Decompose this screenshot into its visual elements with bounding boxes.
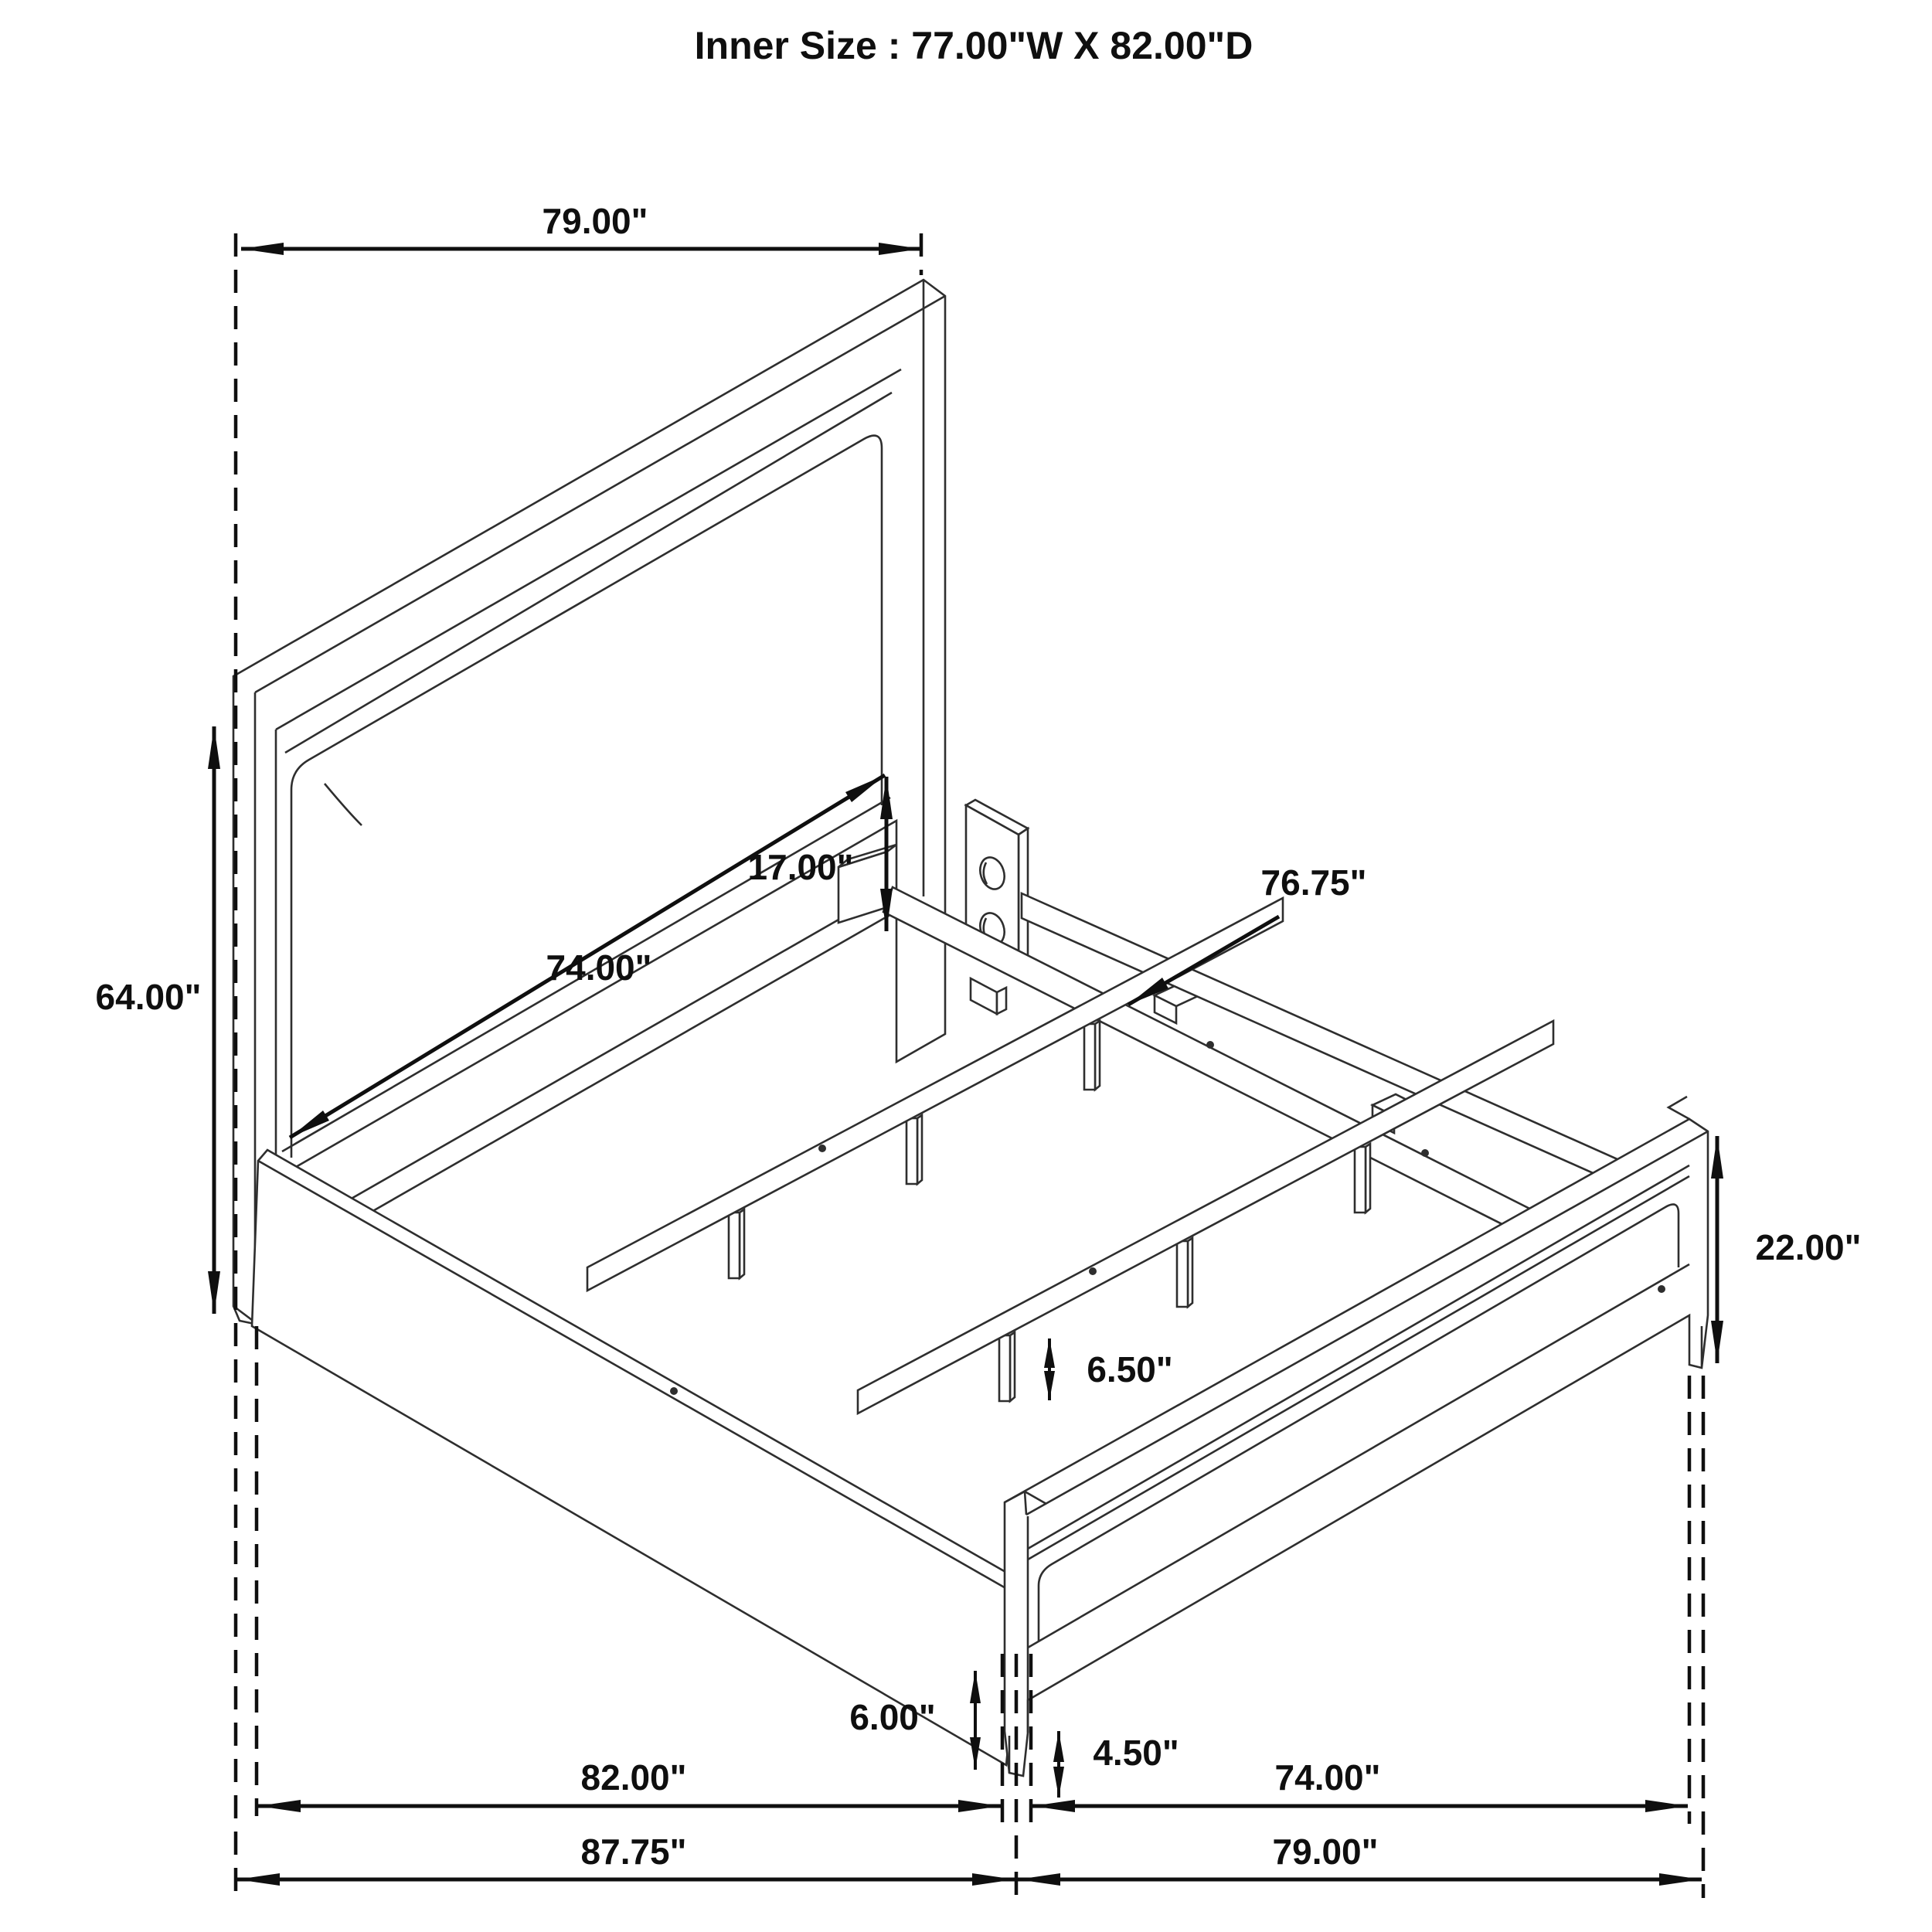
diagram-title: Inner Size : 77.00"W X 82.00"D: [694, 24, 1253, 67]
dim-headboard-inner-width-label: 74.00": [546, 947, 652, 988]
dim-inner-depth-label: 82.00": [580, 1757, 687, 1798]
dim-footboard-height-label: 22.00": [1755, 1227, 1862, 1267]
dim-headboard-width: [241, 201, 921, 255]
dim-slat-length-label: 76.75": [1260, 862, 1367, 903]
dim-footboard-inner-width-label: 74.00": [1274, 1757, 1381, 1798]
dim-slat-leg-height: [1044, 1338, 1173, 1400]
dim-headboard-width-label: 79.00": [542, 201, 648, 241]
screw-hole: [1206, 1041, 1214, 1049]
dim-footboard-leg-height: [1053, 1731, 1179, 1798]
screw-hole: [818, 1145, 826, 1152]
dim-slat-leg-height-label: 6.50": [1087, 1349, 1173, 1389]
screw-hole: [1421, 1149, 1429, 1157]
dim-overall-depth: [237, 1832, 1015, 1886]
screw-hole: [1658, 1285, 1665, 1293]
dim-footboard-width: [1018, 1832, 1702, 1886]
dim-slat-length: [1128, 862, 1366, 1005]
dim-footboard-height: [1711, 1136, 1861, 1363]
screw-hole: [1089, 1267, 1097, 1275]
screw-hole: [670, 1387, 678, 1395]
dim-footboard-leg-height-label: 4.50": [1093, 1733, 1179, 1773]
dim-overall-depth-label: 87.75": [580, 1832, 687, 1872]
bracket-hook-tab: [971, 978, 997, 1014]
slat-leg: [729, 1021, 1100, 1278]
dim-inner-depth: [258, 1757, 1001, 1812]
dim-side-rail-leg-height-label: 6.00": [849, 1697, 936, 1737]
dim-footboard-width-label: 79.00": [1272, 1832, 1379, 1872]
dim-headboard-height: [96, 726, 220, 1314]
dim-headboard-height-label: 64.00": [95, 977, 202, 1017]
dim-headboard-clearance-label: 17.00": [747, 847, 854, 887]
bracket-hook-tab: [997, 988, 1006, 1014]
